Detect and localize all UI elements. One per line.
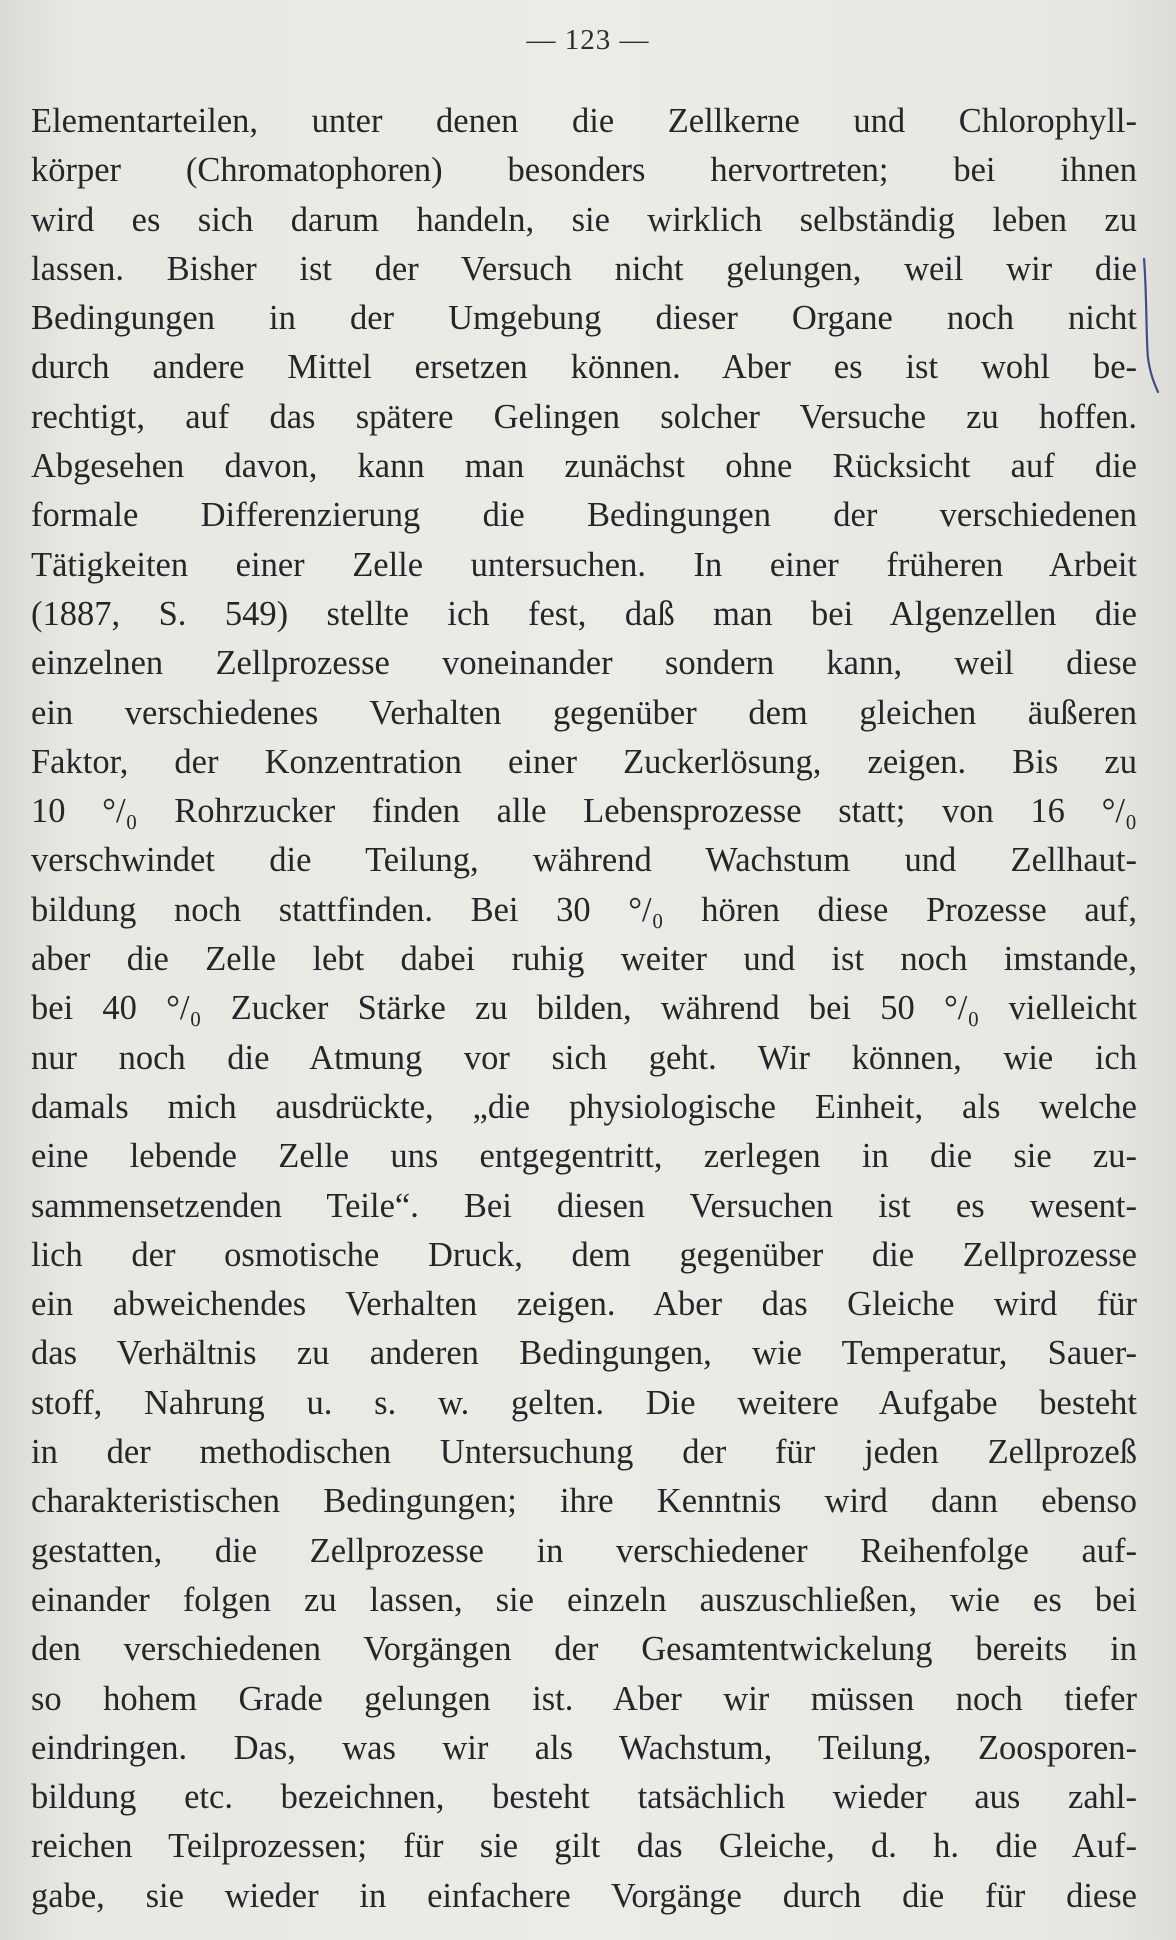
text-line: durch andere Mittel ersetzen können. Aber es ist wohl be- xyxy=(31,348,1137,387)
text-line: (1887, S. 549) stellte ich fest, daß man bei Algenzellen die xyxy=(31,594,1137,633)
text-line: bildung etc. bezeichnen, besteht tatsächlich wieder aus zahl- xyxy=(31,1778,1137,1817)
text-line: nur noch die Atmung vor sich geht. Wir können, wie ich xyxy=(31,1038,1137,1077)
text-line: gabe, sie wieder in einfachere Vorgänge durch die für diese xyxy=(31,1876,1137,1915)
text-line: reichen Teilprozessen; für sie gilt das Gleiche, d. h. die Auf- xyxy=(31,1827,1137,1866)
text-line: so hohem Grade gelungen ist. Aber wir müssen noch tiefer xyxy=(31,1679,1137,1718)
text-line: bildung noch stattfinden. Bei 30 °/₀ hören diese Prozesse auf, xyxy=(31,890,1137,929)
text-line: Bedingungen in der Umgebung dieser Organe noch nicht xyxy=(31,299,1137,338)
text-line: sammensetzenden Teile“. Bei diesen Versuchen ist es wesent- xyxy=(31,1186,1137,1225)
text-line: aber die Zelle lebt dabei ruhig weiter und ist noch imstande, xyxy=(31,940,1137,979)
text-line: rechtigt, auf das spätere Gelingen solcher Versuche zu hoffen. xyxy=(31,397,1137,436)
body-text xyxy=(31,97,1137,1921)
text-line: körper (Chromatophoren) besonders hervortreten; bei ihnen xyxy=(31,151,1137,190)
text-line: das Verhältnis zu anderen Bedingungen, wie Temperatur, Sauer- xyxy=(31,1334,1137,1373)
text-line: charakteristischen Bedingungen; ihre Kenntnis wird dann ebenso xyxy=(31,1482,1137,1521)
text-line: ein verschiedenes Verhalten gegenüber dem gleichen äußeren xyxy=(31,693,1137,732)
text-line: lich der osmotische Druck, dem gegenüber die Zellprozesse xyxy=(31,1235,1137,1274)
text-line: in der methodischen Untersuchung der für jeden Zellprozeß xyxy=(31,1433,1137,1472)
text-line: Elementarteilen, unter denen die Zellkerne und Chlorophyll- xyxy=(31,102,1137,140)
text-line: lassen. Bisher ist der Versuch nicht gelungen, weil wir die xyxy=(31,249,1137,288)
margin-pencil-mark xyxy=(1140,258,1164,393)
text-line: eindringen. Das, was wir als Wachstum, Teilung, Zoosporen- xyxy=(31,1728,1137,1767)
text-line: Tätigkeiten einer Zelle untersuchen. In einer früheren Arbeit xyxy=(31,545,1137,584)
text-line: ein abweichendes Verhalten zeigen. Aber das Gleiche wird für xyxy=(31,1285,1137,1324)
text-line: formale Differenzierung die Bedingungen der verschiedenen xyxy=(31,496,1137,535)
text-line: stoff, Nahrung u. s. w. gelten. Die weitere Aufgabe besteht xyxy=(31,1383,1137,1422)
text-line: Abgesehen davon, kann man zunächst ohne Rücksicht auf die xyxy=(31,447,1137,486)
page-number: — 123 — xyxy=(526,24,650,56)
text-line: 10 °/₀ Rohrzucker finden alle Lebensprozesse statt; von 16 °/₀ xyxy=(31,792,1137,831)
text-line: verschwindet die Teilung, während Wachstum und Zellhaut- xyxy=(31,841,1137,880)
text-line: einzelnen Zellprozesse voneinander sondern kann, weil diese xyxy=(31,644,1137,683)
text-line: wird es sich darum handeln, sie wirklich selbständig leben zu xyxy=(31,200,1137,239)
text-line: eine lebende Zelle uns entgegentritt, zerlegen in die sie zu- xyxy=(31,1137,1137,1176)
text-line: gestatten, die Zellprozesse in verschiedener Reihenfolge auf- xyxy=(31,1531,1137,1570)
text-line: Faktor, der Konzentration einer Zuckerlösung, zeigen. Bis zu xyxy=(31,742,1137,781)
text-line: bei 40 °/₀ Zucker Stärke zu bilden, während bei 50 °/₀ vielleicht xyxy=(31,989,1137,1028)
text-line: damals mich ausdrückte, „die physiologische Einheit, als welche xyxy=(31,1087,1137,1126)
text-line: den verschiedenen Vorgängen der Gesamtentwickelung bereits in xyxy=(31,1630,1137,1669)
text-line: einander folgen zu lassen, sie einzeln auszuschließen, wie es bei xyxy=(31,1580,1137,1619)
